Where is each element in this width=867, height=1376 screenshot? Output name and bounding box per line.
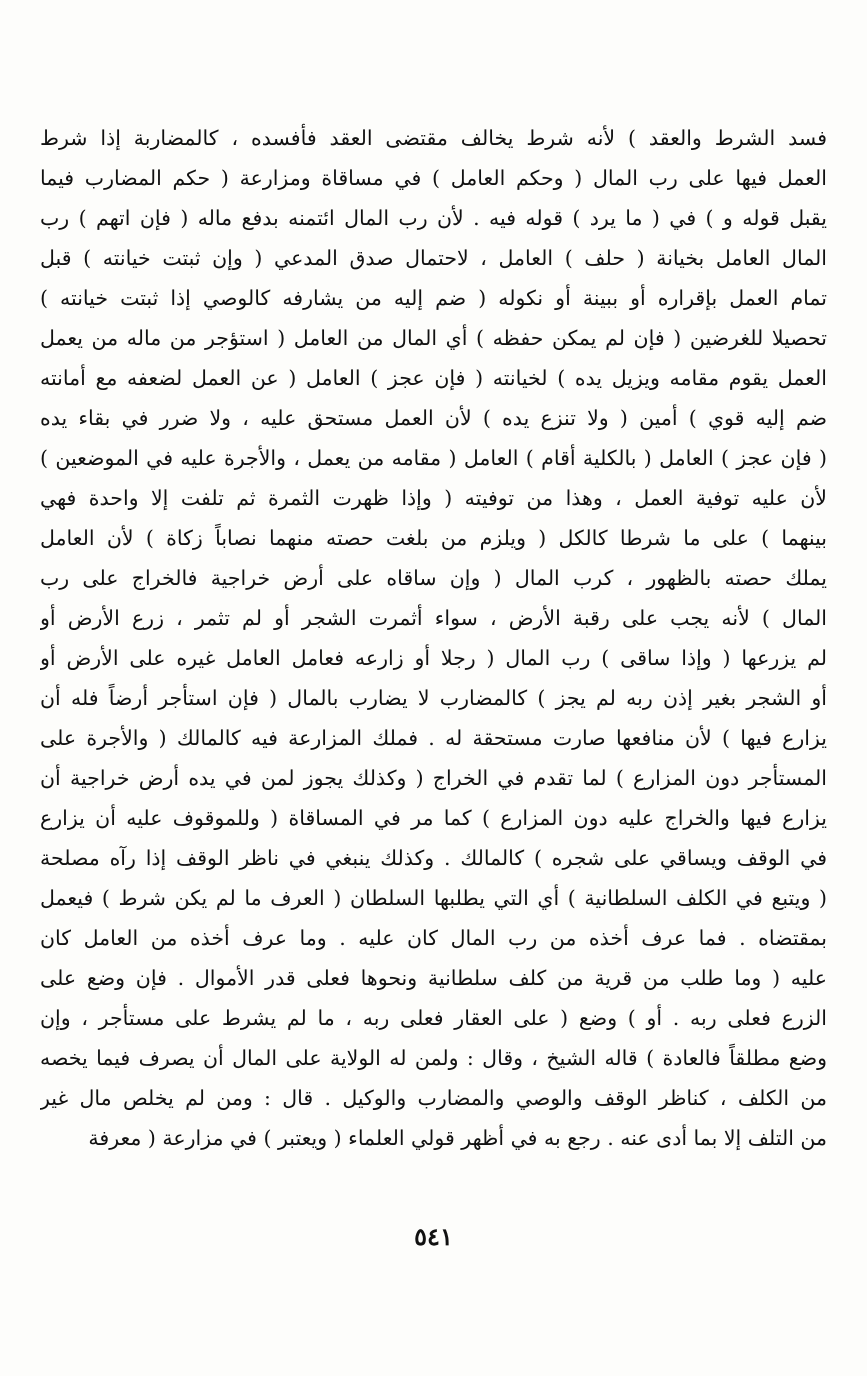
text-line: العمل فيها على رب المال ( وحكم العامل ) في مساقاة ومزارعة ( حكم المضارب فيما: [40, 166, 827, 190]
text-line: ( فإن عجز ) العامل ( بالكلية أقام ) العامل ( مقامه من يعمل ، والأجرة عليه في الموضعين ): [40, 446, 827, 470]
text-line: يزارع فيها والخراج عليه دون المزارع ) كما مر في المساقاة ( وللموقوف عليه أن يزارع: [40, 806, 827, 830]
text-line: لم يزرعها ( وإذا ساقى ) رب المال ( رجلا أو زارعه فعامل العامل غيره على الأرض أو: [40, 646, 827, 670]
text-line: في الوقف ويساقي على شجره ) كالمالك . وكذلك ينبغي في ناظر الوقف إذا رآه مصلحة: [40, 846, 827, 870]
text-line: ضم إليه قوي ) أمين ( ولا تنزع يده ) لأن العمل مستحق عليه ، ولا ضرر في بقاء يده: [40, 406, 827, 430]
text-line: المال العامل بخيانة ( حلف ) العامل ، لاحتمال صدق المدعي ( وإن ثبتت خيانته ) قبل: [40, 246, 827, 270]
text-line: ( ويتبع في الكلف السلطانية ) أي التي يطلبها السلطان ( العرف ما لم يكن شرط ) فيعمل: [40, 886, 827, 910]
text-line: يزارع فيها ) لأن منافعها صارت مستحقة له . فملك المزارعة فيه كالمالك ( والأجرة على: [40, 726, 827, 750]
text-line: الزرع فعلى ربه . أو ) وضع ( على العقار فعلى ربه ، ما لم يشرط على مستأجر ، وإن: [40, 1006, 827, 1030]
text-line: المال ) لأنه يجب على رقبة الأرض ، سواء أثمرت الشجر أو لم تثمر ، زرع الأرض أو: [40, 606, 827, 630]
text-line: تحصيلا للغرضين ( فإن لم يمكن حفظه ) أي المال من العامل ( استؤجر من ماله من يعمل: [40, 326, 827, 350]
text-line: تمام العمل بإقراره أو ببينة أو نكوله ( ضم إليه من يشارفه كالوصي إذا ثبتت خيانته ): [40, 286, 827, 310]
text-line: فسد الشرط والعقد ) لأنه شرط يخالف مقتضى العقد فأفسده ، كالمضاربة إذا شرط: [40, 126, 827, 150]
page-number: ٥٤١: [414, 1222, 453, 1251]
text-line: يملك حصته بالظهور ، كرب المال ( وإن ساقاه على أرض خراجية فالخراج على رب: [40, 566, 827, 590]
text-line: بينهما ) على ما شرطا كالكل ( ويلزم من بلغت حصته منهما نصاباً زكاة ) لأن العامل: [40, 526, 827, 550]
text-line: من الكلف ، كناظر الوقف والوصي والمضارب والوكيل . قال : ومن لم يخلص مال غير: [40, 1086, 827, 1110]
text-line: لأن عليه توفية العمل ، وهذا من توفيته ( وإذا ظهرت الثمرة ثم تلفت إلا واحدة فهي: [40, 486, 827, 510]
text-line: عليه ( وما طلب من قرية من كلف سلطانية ونحوها فعلى قدر الأموال . فإن وضع على: [40, 966, 827, 990]
text-line: بمقتضاه . فما عرف أخذه من رب المال كان عليه . وما عرف أخذه من العامل كان: [40, 926, 827, 950]
text-line: من التلف إلا بما أدى عنه . رجع به في أظهر قولي العلماء ( ويعتبر ) في مزارعة ( معرفة: [88, 1126, 827, 1150]
body-text: [40, 118, 827, 1158]
text-line: أو الشجر بغير إذن ربه لم يجز ) كالمضارب لا يضارب بالمال ( فإن استأجر أرضاً فله أن: [40, 686, 827, 710]
text-line: وضع مطلقاً فالعادة ) قاله الشيخ ، وقال : ولمن له الولاية على المال أن يصرف فيما يخصه: [40, 1046, 827, 1070]
text-line: العمل يقوم مقامه ويزيل يده ) لخيانته ( فإن عجز ) العامل ( عن العمل لضعفه مع أمانته: [40, 366, 827, 390]
text-line: يقبل قوله و ) في ( ما يرد ) قوله فيه . لأن رب المال ائتمنه بدفع ماله ( فإن اتهم ) رب: [40, 206, 827, 230]
text-line: المستأجر دون المزارع ) لما تقدم في الخراج ( وكذلك يجوز لمن في يده أرض خراجية أن: [40, 766, 827, 790]
